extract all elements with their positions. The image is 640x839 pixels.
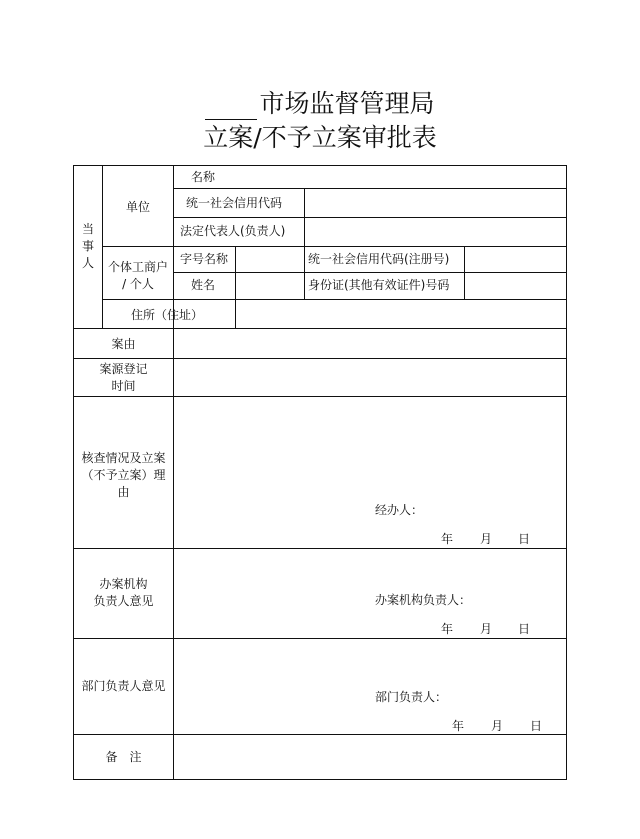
review-date-year: 年 [441,532,454,546]
dept-date-year: 年 [452,719,465,733]
trade-name-label: 字号名称 [180,252,229,266]
org-name-blank[interactable] [205,95,257,120]
form-title-org: 市场监督管理局 [259,89,435,118]
dept-head-signature-label: 部门负责人： [375,690,448,704]
review-label-line2: （不予立案）理 [81,468,166,482]
case-cause-label: 案由 [111,337,136,351]
review-content-field[interactable] [174,397,566,497]
trade-name-field[interactable] [236,247,303,271]
dept-date-month: 月 [491,719,504,733]
address-field[interactable] [236,300,566,327]
review-date-month: 月 [480,532,493,546]
agency-head-signature-label: 办案机构负责人： [375,593,472,607]
review-label-line1: 核查情况及立案 [81,451,166,465]
dept-date-day: 日 [530,719,543,733]
credit-code-reg-label: 统一社会信用代码(注册号) [308,252,450,266]
case-cause-field[interactable] [174,329,566,357]
person-name-label: 姓名 [191,278,216,292]
registration-time-label-line1: 案源登记 [99,362,148,376]
person-name-field[interactable] [236,273,303,298]
form-title-line1 [0,84,640,120]
unit-credit-code-label: 统一社会信用代码 [186,196,283,210]
unit-name-field[interactable] [236,167,566,187]
party-label: 当事人 [81,222,94,270]
unit-label: 单位 [125,200,150,214]
id-number-field[interactable] [465,273,566,298]
dept-opinion-field[interactable] [174,639,566,683]
address-label: 住所（住址） [131,308,204,322]
review-date-day: 日 [518,532,531,546]
dept-opinion-label: 部门负责人意见 [81,679,166,693]
agency-date-day: 日 [518,622,531,636]
unit-name-label: 名称 [191,170,216,184]
id-number-label: 身份证(其他有效证件)号码 [308,278,450,292]
agency-opinion-label-line1: 办案机构 [99,577,148,591]
unit-credit-code-field[interactable] [305,189,566,216]
handler-signature-label: 经办人： [375,503,424,517]
registration-time-field[interactable] [174,359,566,395]
review-label-line3: 由 [117,485,130,499]
agency-opinion-field[interactable] [174,549,566,589]
form-title-line2: 立案/不予立案审批表 [203,123,437,152]
remarks-label: 备 注 [105,750,142,764]
individual-label-line1: 个体工商户 [107,260,168,274]
agency-date-month: 月 [480,622,493,636]
individual-label-line2: / 个人 [122,277,154,291]
agency-date-year: 年 [441,622,454,636]
approval-form-table [73,165,567,780]
legal-rep-label: 法定代表人(负责人) [180,224,286,238]
credit-code-reg-field[interactable] [465,247,566,271]
legal-rep-field[interactable] [305,218,566,245]
agency-opinion-label-line2: 负责人意见 [93,594,154,608]
registration-time-label-line2: 时间 [111,379,136,393]
remarks-field[interactable] [174,735,566,779]
